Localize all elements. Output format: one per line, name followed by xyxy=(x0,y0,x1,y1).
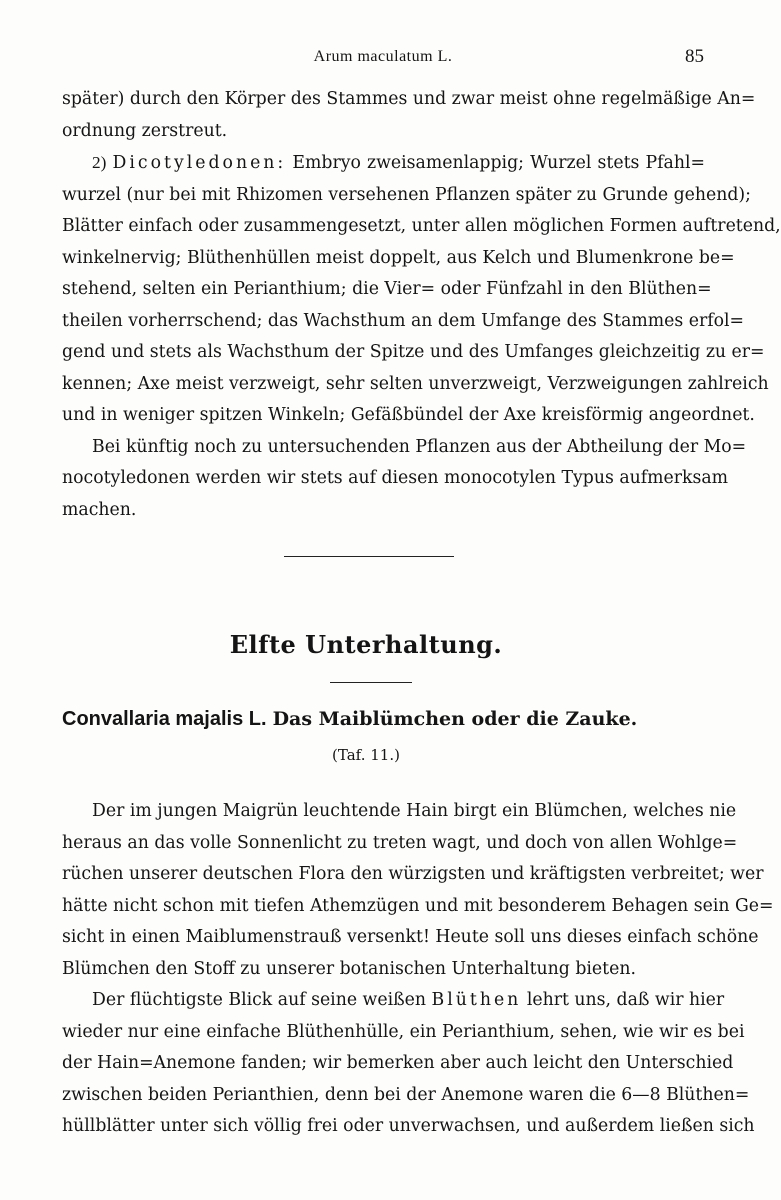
text-fragment: Der flüchtigste Blick auf seine weißen xyxy=(92,990,427,1010)
text-line: Blätter einfach oder zusammengesetzt, unter allen möglichen Formen auftretend, xyxy=(62,216,781,236)
species-german-name: Das Maiblümchen oder die Zauke. xyxy=(272,708,638,730)
text-line: hüllblätter unter sich völlig frei oder unverwachsen, und außerdem ließen sich xyxy=(62,1116,755,1136)
emphasized-word: Blüthen xyxy=(431,990,522,1010)
text-block-bottom xyxy=(62,796,774,1143)
species-heading xyxy=(62,708,705,731)
species-latin-name: Convallaria majalis L. xyxy=(62,708,267,730)
text-line: ordnung zerstreut. xyxy=(62,120,228,141)
section-divider xyxy=(284,556,454,557)
chapter-underline xyxy=(330,682,412,683)
text-line: Bei künftig noch zu untersuchenden Pflanzen aus der Abtheilung der Mo= xyxy=(92,436,747,457)
plate-reference: (Taf. 11.) xyxy=(332,746,400,764)
text-line: kennen; Axe meist verzweigt, sehr selten unverzweigt, Verzweigungen zahlreich xyxy=(62,373,769,394)
text-line: rüchen unserer deutschen Flora den würzigsten und kräftigsten verbreitet; wer xyxy=(62,864,764,884)
list-number: 2) xyxy=(92,153,107,172)
chapter-title: Elfte Unterhaltung. xyxy=(229,630,503,659)
running-title: Arum maculatum L. xyxy=(313,48,453,65)
text-block-top xyxy=(62,84,781,526)
text-line: wurzel (nur bei mit Rhizomen versehenen Pflanzen später zu Grunde gehend); xyxy=(62,184,751,205)
text-line: machen. xyxy=(62,499,137,520)
page-header xyxy=(62,46,704,72)
text-line: Blümchen den Stoff zu unserer botanischen Unterhaltung bieten. xyxy=(62,958,636,979)
text-line: wieder nur eine einfache Blüthenhülle, ein Perianthium, sehen, wie wir es bei xyxy=(62,1021,745,1042)
page-number: 85 xyxy=(685,46,704,67)
text-fragment: Embryo zweisamenlappig; Wurzel stets Pfahl= xyxy=(292,153,705,173)
text-line: gend und stets als Wachsthum der Spitze und des Umfanges gleichzeitig zu er= xyxy=(62,342,765,362)
text-line: hätte nicht schon mit tiefen Athemzügen und mit besonderem Behagen sein Ge= xyxy=(62,895,774,916)
text-line: nocotyledonen werden wir stets auf diesen monocotylen Typus aufmerksam xyxy=(62,468,729,488)
para-2-first-line xyxy=(62,985,725,1017)
text-line: theilen vorherrschend; das Wachsthum an dem Umfange des Stammes erfol= xyxy=(62,310,745,331)
text-line: sicht in einen Maiblumenstrauß versenkt! Heute soll uns dieses einfach schöne xyxy=(62,927,759,947)
text-fragment: lehrt uns, daß wir hier xyxy=(526,990,725,1010)
text-line: später) durch den Körper des Stammes und zwar meist ohne regelmäßige An= xyxy=(62,89,756,109)
text-line: winkelnervig; Blüthenhüllen meist doppelt, aus Kelch und Blumenkrone be= xyxy=(62,247,735,268)
text-line: stehend, selten ein Perianthium; die Vier= oder Fünfzahl in den Blüthen= xyxy=(62,279,712,299)
text-line: heraus an das volle Sonnenlicht zu treten wagt, und doch von allen Wohlge= xyxy=(62,832,738,853)
text-line: zwischen beiden Perianthien, denn bei der Anemone waren die 6—8 Blüthen= xyxy=(62,1084,750,1105)
dicot-heading-line xyxy=(62,147,705,180)
text-line: der Hain=Anemone fanden; wir bemerken aber auch leicht den Unterschied xyxy=(62,1053,734,1073)
text-line: Der im jungen Maigrün leuchtende Hain birgt ein Blümchen, welches nie xyxy=(92,801,737,821)
dicot-term: Dicotyledonen: xyxy=(112,153,287,173)
text-line: und in weniger spitzen Winkeln; Gefäßbündel der Axe kreisförmig angeordnet. xyxy=(62,405,755,425)
